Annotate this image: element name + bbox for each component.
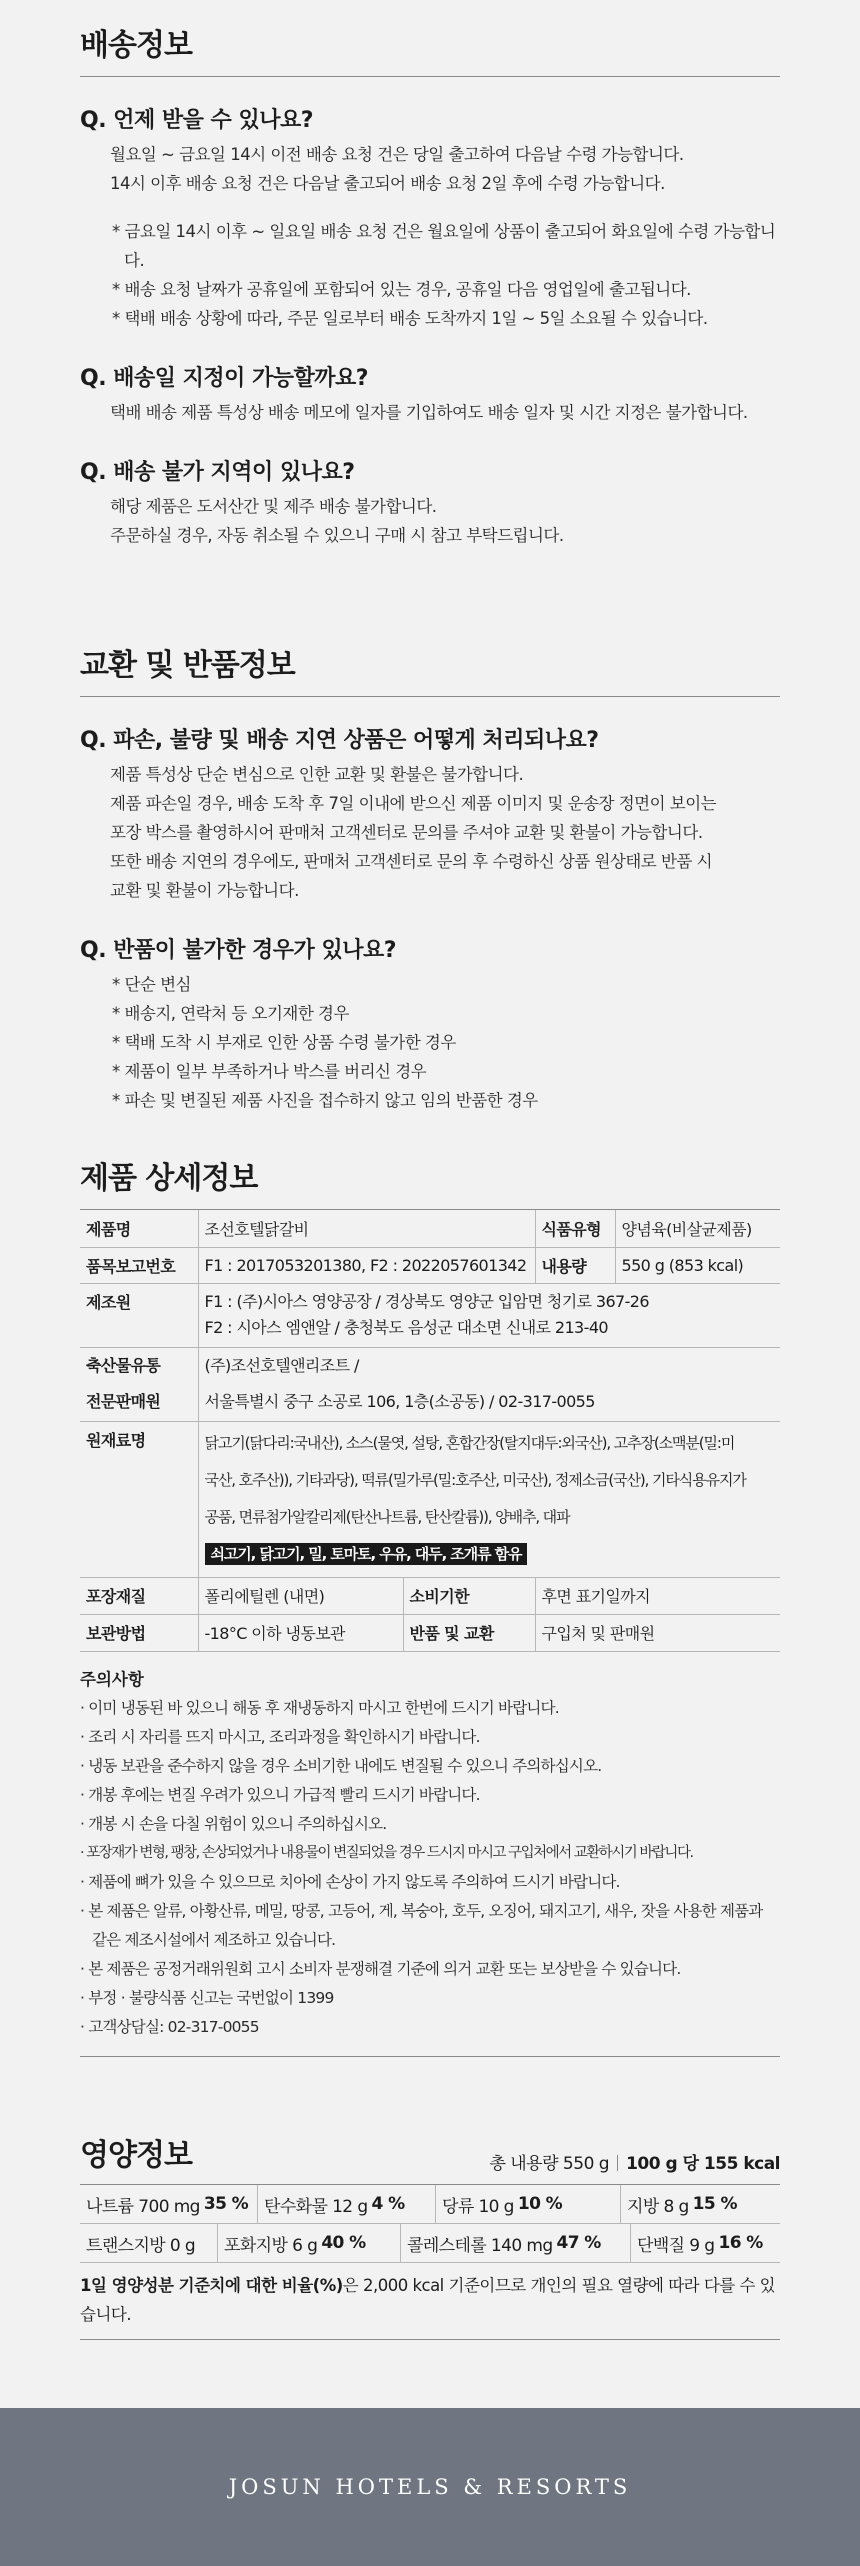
nutrient-name: 포화지방 6 g [224,2235,318,2256]
return-label: 반품 및 교환 [403,1614,535,1651]
expiry-label: 소비기한 [403,1577,535,1614]
text-line: F2 : 시아스 엠앤알 / 충청북도 음성군 대소면 신내로 213-40 [204,1318,608,1337]
list-item: · 포장재가 변형, 팽창, 손상되었거나 내용물이 변질되었을 경우 드시지 마시고 구입처에서 교환하시기 바랍니다. [80,1844,693,1861]
delivery-a2: 택배 배송 제품 특성상 배송 메모에 일자를 기입하여도 배송 일자 및 시간 지정은 불가합니다. [110,403,748,422]
product-title: 제품 상세정보 [80,1161,258,1196]
nutrient-cell [400,2224,630,2262]
list-item: · 고객상담실: 02-317-0055 [80,2017,259,2036]
volume-label: 내용량 [535,1247,615,1283]
note-item: * 택배 도착 시 부재로 인한 상품 수령 불가한 경우 [112,1033,456,1052]
nutrient-name: 트랜스지방 0 g [86,2235,196,2256]
divider [617,2155,618,2171]
table-row [80,1210,780,1247]
note-item: * 단순 변심 [112,975,191,994]
delivery-notes [80,217,780,333]
note-item: * 택배 배송 상황에 따라, 주문 일로부터 배송 도착까지 1일 ~ 5일 소요될 수 있습니다. [112,309,708,328]
brand-logo-text: JOSUN HOTELS & RESORTS [228,2475,632,2499]
nutrient-percent: 10 % [517,2194,563,2214]
name-label: 제품명 [80,1210,198,1247]
nutrition-header [80,2130,780,2174]
nutrient-percent: 40 % [321,2233,366,2253]
list-item: · 이미 냉동된 바 있으니 해동 후 재냉동하지 마시고 한번에 드시기 바랍니다. [80,1698,559,1717]
list-item: · 본 제품은 공정거래위원회 고시 소비자 분쟁해결 기준에 의거 교환 또는 보상받을 수 있습니다. [80,1959,681,1978]
nutrition-footnote [80,2271,780,2329]
text-line: 제품 특성상 단순 변심으로 인한 교환 및 환불은 불가합니다. [110,765,524,784]
nutrient-cell [80,2185,257,2223]
text-line: (주)조선호텔앤리조트 / [204,1356,359,1375]
return-value: 구입처 및 판매원 [535,1614,780,1651]
delivery-a1 [80,140,780,198]
text-line: 축산물유통 [86,1356,161,1375]
text-line: 해당 제품은 도서산간 및 제주 배송 불가합니다. [110,497,437,516]
exchange-a1 [80,760,780,905]
list-item: · 조리 시 자리를 뜨지 마시고, 조리과정을 확인하시기 바랍니다. [80,1727,480,1746]
package-value: 폴리에틸렌 (내면) [198,1577,403,1614]
nutrition-row-2 [80,2224,780,2263]
delivery-a3 [80,492,780,550]
total-volume: 총 내용량 550 g [489,2154,610,2174]
ingredients-label: 원재료명 [80,1421,198,1577]
nutrient-name: 콜레스테롤 140 mg [407,2235,553,2256]
nutrient-cell [630,2224,780,2262]
volume-value: 550 g (853 kcal) [615,1247,780,1283]
nutrition-section [80,2130,780,2340]
list-item: · 본 제품은 알류, 아황산류, 메밀, 땅콩, 고등어, 게, 복숭아, 호두, 오징어, 돼지고기, 새우, 잣을 사용한 제품과 같은 제조시설에서 제조하고 있습니다. [80,1901,763,1949]
footnote-rest: 은 2,000 kcal 기준이므로 개인의 필요 열량에 따라 다를 수 있습니다. [80,2276,776,2324]
nutrient-cell [257,2185,435,2223]
nutrient-cell [435,2185,620,2223]
allergy-badge: 쇠고기, 닭고기, 밀, 토마토, 우유, 대두, 조개류 함유 [205,1543,528,1565]
nutrient-cell [620,2185,780,2223]
note-item: * 제품이 일부 부족하거나 박스를 버리신 경우 [112,1062,427,1081]
nutrient-name: 나트륨 700 mg [86,2196,200,2217]
nutrient-name: 단백질 9 g [637,2235,715,2256]
dist-label [80,1347,198,1421]
divider [80,2339,780,2340]
dist-value [198,1347,780,1421]
table-row [80,1247,780,1283]
exchange-title: 교환 및 반품정보 [80,648,295,683]
text-line: 공품, 면류첨가알칼리제(탄산나트륨, 탄산칼륨)), 양배추, 대파 [204,1508,570,1526]
kcal-per-100g: 100 g 당 155 kcal [626,2154,780,2174]
maker-value [198,1283,780,1347]
list-item: · 냉동 보관을 준수하지 않을 경우 소비기한 내에도 변질될 수 있으니 주의하십시오. [80,1756,602,1775]
text-line: 월요일 ~ 금요일 14시 이전 배송 요청 건은 당일 출고하여 다음날 수령 가능합니다. [110,145,684,164]
list-item: · 개봉 시 손을 다칠 위험이 있으니 주의하십시오. [80,1814,387,1833]
exchange-q1: Q. 파손, 불량 및 배송 지연 상품은 어떻게 처리되나요? [80,728,599,753]
exchange-notes [80,970,780,1115]
table-row [80,1283,780,1347]
product-spec-table [80,1210,780,1652]
list-item: · 개봉 후에는 변질 우려가 있으니 가급적 빨리 드시기 바랍니다. [80,1785,480,1804]
note-item: * 배송지, 연락처 등 오기재한 경우 [112,1004,349,1023]
list-item: · 부정 · 불량식품 신고는 국번없이 1399 [80,1988,334,2007]
delivery-q3: Q. 배송 불가 지역이 있나요? [80,460,355,485]
text-line: 교환 및 환불이 가능합니다. [110,881,299,900]
text-line: 서울특별시 중구 소공로 106, 1층(소공동) / 02-317-0055 [204,1392,595,1411]
maker-label: 제조원 [80,1283,198,1347]
note-item: * 배송 요청 날짜가 공휴일에 포함되어 있는 경우, 공휴일 다음 영업일에 출고됩니다. [112,280,691,299]
text-line: 제품 파손일 경우, 배송 도착 후 7일 이내에 받으신 제품 이미지 및 운송장 정면이 보이는 [110,794,717,813]
delivery-title: 배송정보 [80,28,192,63]
delivery-section [80,20,780,550]
nutrient-percent: 47 % [556,2233,601,2253]
nutrient-name: 지방 8 g [627,2196,689,2217]
text-line: 또한 배송 지연의 경우에도, 판매처 고객센터로 문의 후 수령하신 상품 원상태로 반품 시 [110,852,713,871]
storage-label: 보관방법 [80,1614,198,1651]
nutrient-name: 탄수화물 12 g [264,2196,368,2217]
storage-value: -18°C 이하 냉동보관 [198,1614,403,1651]
nutrient-percent: 4 % [371,2194,405,2214]
table-row [80,1614,780,1651]
delivery-q1: Q. 언제 받을 수 있나요? [80,108,313,133]
note-item: * 금요일 14시 이후 ~ 일요일 배송 요청 건은 월요일에 상품이 출고되어 화요일에 수령 가능합니다. [112,222,776,270]
text-line: 국산, 호주산)), 기타과당), 떡류(밀가루(밀:호주산, 미국산), 정제소금(국산), 기타식용유지가 [204,1471,746,1489]
nutrition-title: 영양정보 [80,2138,192,2173]
nutrient-percent: 35 % [203,2194,249,2214]
footnote-bold: 1일 영양성분 기준치에 대한 비율(%) [80,2276,343,2295]
brand-footer [0,2408,860,2566]
nutrient-cell [217,2224,400,2262]
expiry-value: 후면 표기일까지 [535,1577,780,1614]
report-value: F1 : 2017053201380, F2 : 2022057601342 [198,1247,535,1283]
divider [80,2056,780,2057]
nutrient-cell [80,2224,217,2262]
nutrient-percent: 16 % [718,2233,763,2253]
text-line: 닭고기(닭다리:국내산), 소스(물엿, 설탕, 혼합간장(탈지대두:외국산), 고추장(소맥분(밀:미 [204,1434,735,1452]
list-item: · 제품에 뼈가 있을 수 있으므로 치아에 손상이 가지 않도록 주의하여 드시기 바랍니다. [80,1872,620,1891]
report-label: 품목보고번호 [80,1247,198,1283]
caution-list [80,1694,780,2042]
delivery-q2: Q. 배송일 지정이 가능할까요? [80,366,369,391]
table-row [80,1421,780,1577]
name-value: 조선호텔닭갈비 [198,1210,535,1247]
table-row [80,1577,780,1614]
note-item: * 파손 및 변질된 제품 사진을 접수하지 않고 임의 반품한 경우 [112,1091,538,1110]
exchange-section [80,640,780,1115]
package-label: 포장재질 [80,1577,198,1614]
nutrient-percent: 15 % [692,2194,737,2214]
table-row [80,1347,780,1421]
caution-title: 주의사항 [80,1669,144,1689]
text-line: 포장 박스를 촬영하시어 판매처 고객센터로 문의를 주셔야 교환 및 환불이 가능합니다. [110,823,703,842]
exchange-q2: Q. 반품이 불가한 경우가 있나요? [80,938,396,963]
type-value: 양념육(비살균제품) [615,1210,780,1247]
ingredients-value [198,1421,780,1577]
text-line: 전문판매원 [86,1392,161,1411]
nutrient-name: 당류 10 g [442,2196,514,2217]
text-line: 14시 이후 배송 요청 건은 다음날 출고되어 배송 요청 2일 후에 수령 가능합니다. [110,174,665,193]
product-section [80,1153,780,2057]
nutrition-row-1 [80,2185,780,2224]
text-line: F1 : (주)시아스 영양공장 / 경상북도 영양군 입암면 청기로 367-26 [204,1292,649,1311]
nutrition-total [489,2149,780,2174]
type-label: 식품유형 [535,1210,615,1247]
text-line: 주문하실 경우, 자동 취소될 수 있으니 구매 시 참고 부탁드립니다. [110,526,564,545]
